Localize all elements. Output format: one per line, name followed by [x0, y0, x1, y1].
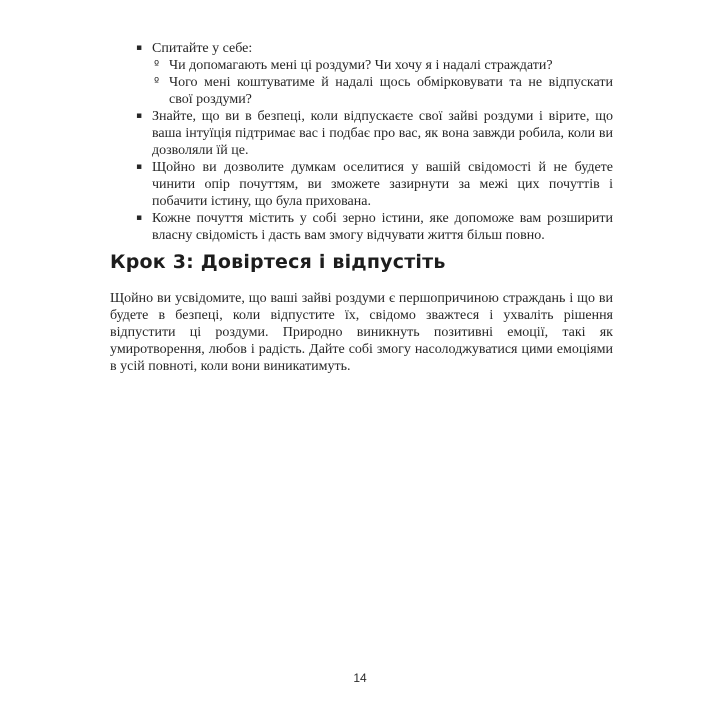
list-item-text: Знайте, що ви в безпеці, коли відпускаєте свої зайві роздуми і вірите, що ваша інтуїція підтримає вас і подбає про вас, як вона завжди робила, коли ви дозволяли їй це.	[152, 109, 613, 158]
bullet-list	[110, 40, 613, 244]
list-item-text: Щойно ви дозволите думкам оселитися у вашій свідомості й не будете чинити опір почуттям, ви зможете зазирнути за межі цих почуттів і побачити істину, що була прихована.	[152, 160, 613, 209]
sub-bullet-icon: º	[154, 75, 160, 88]
square-bullet-icon: ▪	[136, 213, 143, 223]
list-item	[110, 210, 613, 244]
list-item	[110, 40, 613, 57]
list-item-text: Спитайте у себе:	[152, 41, 253, 56]
square-bullet-icon: ▪	[136, 162, 143, 172]
square-bullet-icon: ▪	[136, 43, 143, 53]
list-item	[110, 159, 613, 210]
body-paragraph: Щойно ви усвідомите, що ваші зайві роздуми є першопричиною страждань і що ви будете в безпеці, коли відпустите їх, свідомо зважтеся і ухваліть рішення відпустити ці роздуми. Природно виникнуть позитивні емоції, такі як умиротворення, любов і радість. Дайте собі змогу насолоджуватися цими емоціями в усій повноті, коли вони виникатимуть.	[110, 290, 613, 374]
list-item-text: Кожне почуття містить у собі зерно істини, яке допоможе вам розширити власну свідомість і дасть вам змогу відчувати життя більш повно.	[152, 211, 613, 243]
list-subitem	[110, 57, 613, 74]
sub-bullet-icon: º	[154, 58, 160, 71]
page-number: 14	[353, 671, 367, 685]
section-heading: Крок 3: Довіртеся і відпустіть	[110, 251, 446, 273]
list-item	[110, 108, 613, 159]
page-content	[110, 40, 613, 389]
list-subitem-text: Чи допомагають мені ці роздуми? Чи хочу я і надалі страждати?	[169, 58, 553, 73]
list-subitem	[110, 74, 613, 108]
list-subitem-text: Чого мені коштуватиме й надалі щось обмірковувати та не відпускати свої роздуми?	[169, 75, 613, 107]
square-bullet-icon: ▪	[136, 111, 143, 121]
